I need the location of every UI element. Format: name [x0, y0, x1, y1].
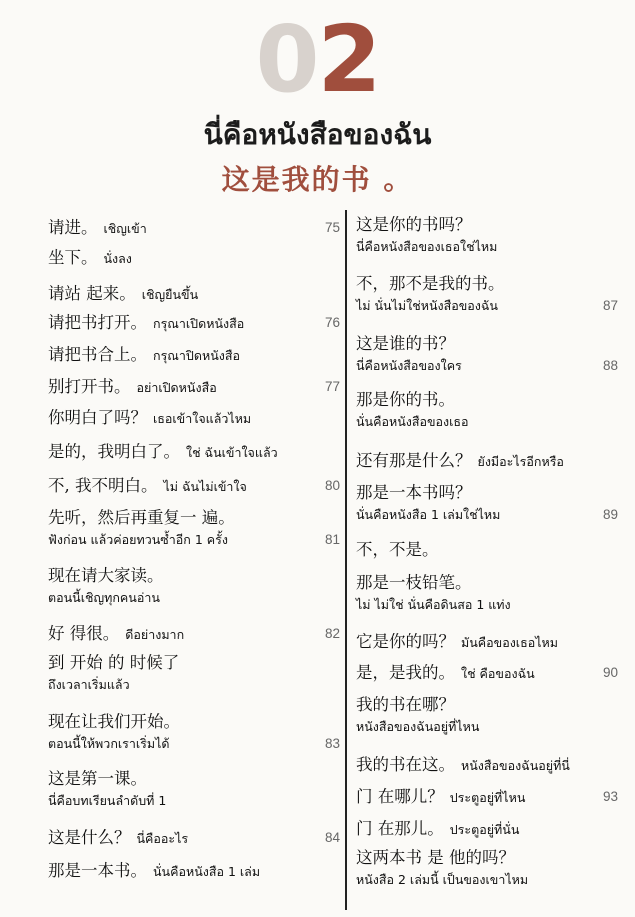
page-number: 84 — [324, 830, 340, 845]
phrase-thai: นี่คือบทเรียนลำดับที่ 1 — [48, 793, 167, 808]
phrase-chinese — [48, 284, 198, 305]
phrase-chinese-text: 坐下。 — [48, 248, 98, 267]
phrase-thai: นั่งลง — [103, 251, 132, 266]
phrase-chinese-text: 是的，我明白了。 — [48, 442, 180, 461]
phrase-chinese-text: 是，是我的。 — [356, 663, 455, 682]
phrase-chinese — [356, 755, 570, 776]
page-number: 75 — [324, 220, 340, 235]
chapter-digit-faded: 0 — [255, 6, 318, 113]
phrase-thai: นั่นคือหนังสือ 1 เล่ม — [153, 864, 261, 879]
phrase-chinese — [48, 377, 217, 398]
phrase-chinese-text: 好 得很。 — [48, 624, 120, 643]
phrase-chinese — [356, 215, 472, 235]
page-number: 87 — [602, 298, 618, 313]
phrase-chinese-text: 还有那是什么？ — [356, 451, 472, 470]
phrase-chinese-text: 请把书打开。 — [48, 313, 147, 332]
phrase-thai: เธอเข้าใจแล้วไหม — [153, 411, 252, 426]
phrase-chinese-text: 请把书合上。 — [48, 345, 147, 364]
phrase-thai: เชิญยืนขึ้น — [141, 287, 199, 302]
phrase-chinese-text: 它是你的吗？ — [356, 632, 455, 651]
phrase-chinese-text: 门 在哪儿？ — [356, 787, 444, 806]
phrase-thai: นี่คืออะไร — [136, 831, 189, 846]
phrase-chinese — [48, 313, 244, 334]
phrase-thai: อย่าเปิดหนังสือ — [136, 380, 217, 395]
phrase-thai: ใช่ ฉันเข้าใจแล้ว — [186, 445, 278, 460]
phrase-chinese — [48, 476, 247, 497]
page-number: 82 — [324, 626, 340, 641]
phrase-thai: ถึงเวลาเริ่มแล้ว — [48, 677, 130, 692]
phrase-chinese — [48, 712, 180, 732]
phrase-thai: หนังสือ 2 เล่มนี้ เป็นของเขาไหม — [356, 872, 529, 887]
phrase-chinese — [48, 218, 147, 239]
phrase-thai: มันคือของเธอไหม — [461, 635, 558, 650]
chapter-number — [0, 6, 635, 113]
page-number: 88 — [602, 358, 618, 373]
phrase-chinese — [356, 787, 525, 808]
phrase-thai: ไม่ นั่นไม่ใช่หนังสือของฉัน — [356, 298, 498, 313]
chapter-title-thai: นี่คือหนังสือของฉัน — [203, 118, 432, 151]
phrase-chinese — [356, 334, 455, 354]
chapter-title-chinese: 这是我的书 。 — [221, 163, 414, 196]
phrase-chinese-text: 到 开始 的 时候了 — [48, 653, 180, 672]
phrase-thai: กรุณาเปิดหนังสือ — [153, 316, 245, 331]
phrase-chinese — [48, 624, 184, 645]
page-number: 90 — [602, 665, 618, 680]
phrase-thai: ฟังก่อน แล้วค่อยทวนซ้ำอีก 1 ครั้ง — [48, 532, 228, 547]
phrase-chinese-text: 这是你的书吗？ — [356, 215, 472, 234]
phrase-chinese — [48, 508, 235, 528]
phrase-chinese-text: 那是一本书。 — [48, 861, 147, 880]
phrase-thai: นี่คือหนังสือของใคร — [356, 358, 462, 373]
phrase-chinese-text: 这是什么？ — [48, 828, 131, 847]
phrase-chinese — [356, 573, 472, 593]
phrase-chinese — [356, 695, 455, 715]
phrase-thai: นั่นคือหนังสือ 1 เล่มใช่ไหม — [356, 507, 501, 522]
chapter-digit-accent: 2 — [317, 6, 380, 113]
phrase-chinese — [356, 451, 564, 472]
phrase-chinese — [48, 248, 132, 269]
phrase-chinese-text: 不，不是。 — [356, 540, 439, 559]
page-number: 77 — [324, 379, 340, 394]
phrase-chinese-text: 现在请大家读。 — [48, 566, 164, 585]
phrase-chinese — [356, 274, 505, 294]
phrase-chinese-text: 这是谁的书？ — [356, 334, 455, 353]
phrase-thai: ตอนนี้ให้พวกเราเริ่มได้ — [48, 736, 170, 751]
phrase-thai: นี่คือหนังสือของเธอใช่ไหม — [356, 239, 498, 254]
phrase-chinese-text: 这是第一课。 — [48, 769, 147, 788]
phrase-chinese-text: 先听，然后再重复一 遍。 — [48, 508, 235, 527]
chapter-header — [0, 0, 635, 210]
phrase-chinese — [48, 442, 278, 463]
phrase-thai: หนังสือของฉันอยู่ที่นี่ — [461, 758, 570, 773]
phrase-thai: ประตูอยู่ที่ไหน — [449, 790, 526, 805]
page-number: 80 — [324, 478, 340, 493]
phrase-chinese — [48, 828, 188, 849]
phrase-chinese — [356, 663, 535, 684]
page-number: 89 — [602, 507, 618, 522]
phrase-chinese — [48, 653, 179, 673]
column-divider — [345, 210, 347, 910]
phrase-thai: หนังสือของฉันอยู่ที่ไหน — [356, 719, 480, 734]
phrase-chinese — [48, 769, 147, 789]
phrase-chinese-text: 这两本书 是 他的吗？ — [356, 848, 515, 867]
phrase-chinese-text: 那是一枝铅笔。 — [356, 573, 472, 592]
phrase-chinese-text: 我的书在哪？ — [356, 695, 455, 714]
phrase-chinese-text: 别打开书。 — [48, 377, 131, 396]
phrase-chinese — [48, 408, 251, 429]
phrase-thai: ใช่ คือของฉัน — [461, 666, 535, 681]
phrase-thai: ไม่ ไม่ใช่ นั่นคือดินสอ 1 แท่ง — [356, 597, 511, 612]
phrase-thai: ตอนนี้เชิญทุกคนอ่าน — [48, 590, 160, 605]
phrase-chinese-text: 不, 我不明白。 — [48, 476, 158, 495]
phrase-thai: นั่นคือหนังสือของเธอ — [356, 414, 469, 429]
phrase-chinese-text: 请站 起来。 — [48, 284, 136, 303]
phrase-chinese-text: 你明白了吗？ — [48, 408, 147, 427]
phrase-chinese — [48, 345, 240, 366]
phrase-chinese — [48, 861, 260, 882]
phrase-chinese-text: 那是你的书。 — [356, 390, 455, 409]
phrase-chinese-text: 我的书在这。 — [356, 755, 455, 774]
phrase-chinese-text: 门 在那儿。 — [356, 819, 444, 838]
phrase-chinese-text: 请进。 — [48, 218, 98, 237]
phrase-thai: กรุณาปิดหนังสือ — [153, 348, 240, 363]
phrase-thai: ยังมีอะไรอีกหรือ — [477, 454, 564, 469]
phrase-chinese — [356, 848, 515, 868]
page-number: 76 — [324, 315, 340, 330]
phrase-chinese — [356, 819, 519, 840]
page-number: 83 — [324, 736, 340, 751]
phrase-chinese — [356, 483, 472, 503]
phrase-thai: ประตูอยู่ที่นั่น — [449, 822, 520, 837]
page-number: 93 — [602, 789, 618, 804]
phrase-thai: เชิญเข้า — [103, 221, 147, 236]
phrase-chinese-text: 现在让我们开始。 — [48, 712, 180, 731]
phrase-chinese-text: 那是一本书吗？ — [356, 483, 472, 502]
phrase-chinese-text: 不，那不是我的书。 — [356, 274, 505, 293]
phrase-chinese — [356, 540, 439, 560]
phrase-thai: ดีอย่างมาก — [125, 627, 185, 642]
phrase-chinese — [48, 566, 164, 586]
phrase-chinese — [356, 390, 455, 410]
phrase-chinese — [356, 632, 558, 653]
page-number: 81 — [324, 532, 340, 547]
phrase-thai: ไม่ ฉันไม่เข้าใจ — [163, 479, 247, 494]
